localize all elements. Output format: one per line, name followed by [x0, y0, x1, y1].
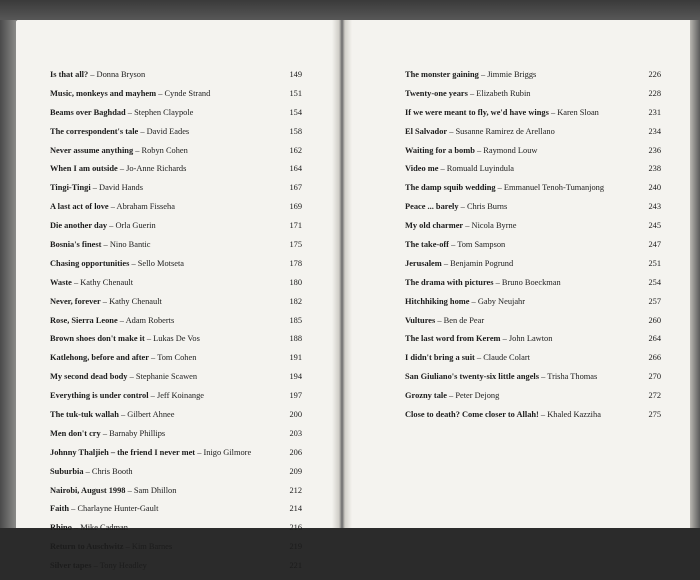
entry-title: When I am outside — [50, 164, 118, 174]
entry-page-number: 164 — [289, 164, 302, 174]
entry-text: The last word from Kerem – John Lawton — [405, 334, 553, 344]
contents-entry — [50, 334, 302, 353]
entry-author: Karen Sloan — [557, 107, 599, 117]
entry-text: Jerusalem – Benjamin Pogrund — [405, 258, 514, 268]
entry-text: The correspondent's tale – David Eades — [50, 126, 190, 136]
entry-text: Beams over Baghdad – Stephen Claypole — [50, 107, 194, 117]
entry-author: Khaled Kazziha — [547, 410, 601, 420]
entry-text: Video me – Romuald Luyindula — [405, 164, 515, 174]
entry-author: Jeff Koinange — [156, 391, 205, 401]
entry-title: Die another day — [50, 221, 108, 231]
entry-text: My old charmer – Nicola Byrne — [405, 221, 517, 231]
entry-page-number: 158 — [289, 126, 302, 136]
contents-entry — [405, 410, 661, 429]
entry-author: Jo-Anne Richards — [126, 164, 187, 174]
entry-title: If we were meant to fly, we'd have wings — [405, 107, 549, 117]
entry-page-number: 266 — [648, 353, 661, 363]
contents-entry — [405, 127, 661, 146]
entry-title: The damp squib wedding — [405, 183, 496, 193]
entry-author: Charlayne Hunter-Gault — [77, 504, 159, 514]
book-gutter — [332, 20, 352, 528]
entry-title: Chasing opportunities — [50, 258, 130, 268]
entry-title: I didn't bring a suit — [405, 353, 475, 363]
contents-entry — [50, 391, 302, 410]
contents-entry — [405, 240, 661, 259]
entry-text: Johnny Thaljieh – the friend I never met – Inigo Gilmore — [50, 447, 252, 457]
entry-author: Susanne Ramirez de Arellano — [455, 126, 555, 136]
entry-text: Silver tapes – Tony Headley — [50, 561, 147, 571]
contents-entry — [50, 372, 302, 391]
left-page-edge — [0, 20, 16, 528]
entry-text: Katlehong, before and after – Tom Cohen — [50, 353, 197, 363]
entry-author: Robyn Cohen — [141, 145, 188, 155]
entry-title: Brown shoes don't make it — [50, 334, 145, 344]
entry-title: The last word from Kerem — [405, 334, 501, 344]
contents-entry — [50, 70, 302, 89]
entry-page-number: 247 — [648, 240, 661, 250]
entry-page-number: 275 — [648, 410, 661, 420]
entry-text: The tuk-tuk wallah – Gilbert Ahnee — [50, 410, 175, 420]
entry-title: Never assume anything — [50, 145, 134, 155]
entry-title: Twenty-one years — [405, 88, 468, 98]
entry-page-number: 188 — [289, 334, 302, 344]
entry-title: Tingi-Tingi — [50, 183, 91, 193]
entry-page-number: 209 — [289, 466, 302, 476]
entry-text: The monster gaining – Jimmie Briggs — [405, 70, 537, 79]
entry-author: Lukas De Vos — [153, 334, 200, 344]
entry-page-number: 162 — [289, 145, 302, 155]
contents-entry — [50, 240, 302, 259]
entry-page-number: 219 — [289, 542, 302, 552]
entry-author: Tony Headley — [99, 561, 147, 571]
entry-page-number: 149 — [289, 70, 302, 79]
entry-text: San Giuliano's twenty-six little angels – Trisha Thomas — [405, 372, 598, 382]
entry-page-number: 270 — [648, 372, 661, 382]
entry-text: Suburbia – Chris Booth — [50, 466, 133, 476]
entry-text: Music, monkeys and mayhem – Cynde Strand — [50, 88, 211, 98]
contents-entry — [50, 467, 302, 486]
entry-text: Hitchhiking home – Gaby Neujahr — [405, 296, 526, 306]
entry-text: Return to Auschwitz – Kim Barnes — [50, 542, 173, 552]
entry-text: Twenty-one years – Elizabeth Rubin — [405, 88, 531, 98]
entry-title: Silver tapes — [50, 561, 92, 571]
entry-page-number: 245 — [648, 221, 661, 231]
entry-text: Waiting for a bomb – Raymond Louw — [405, 145, 538, 155]
entry-title: Johnny Thaljieh – the friend I never met — [50, 447, 196, 457]
entry-page-number: 231 — [648, 107, 661, 117]
contents-entry — [405, 108, 661, 127]
entry-page-number: 182 — [289, 296, 302, 306]
entry-title: The correspondent's tale — [50, 126, 139, 136]
contents-entry — [405, 278, 661, 297]
entry-text: El Salvador – Susanne Ramirez de Arellano — [405, 126, 555, 136]
entry-page-number: 212 — [289, 485, 302, 495]
contents-entry — [405, 316, 661, 335]
entry-title: Return to Auschwitz — [50, 542, 124, 552]
right-page-edge — [690, 20, 700, 528]
entry-author: Emmanuel Tenoh-Tumanjong — [503, 183, 605, 193]
entry-text: Bosnia's finest – Nino Bantic — [50, 240, 151, 250]
entry-text: The take-off – Tom Sampson — [405, 240, 506, 250]
entry-text: Vultures – Ben de Pear — [405, 315, 485, 325]
entry-text: Rose, Sierra Leone – Adam Roberts — [50, 315, 175, 325]
entry-title: Suburbia — [50, 466, 84, 476]
entry-text: Nairobi, August 1998 – Sam Dhillon — [50, 485, 177, 495]
entry-title: The drama with pictures — [405, 277, 494, 287]
contents-entry — [405, 146, 661, 165]
entry-text: My second dead body – Stephanie Scawen — [50, 372, 198, 382]
left-contents-list — [50, 70, 302, 580]
entry-author: Mike Cadman — [80, 523, 128, 533]
contents-entry — [50, 164, 302, 183]
entry-title: Jerusalem — [405, 258, 442, 268]
entry-title: Hitchhiking home — [405, 296, 470, 306]
entry-title: Close to death? Come closer to Allah! — [405, 410, 539, 420]
entry-page-number: 175 — [289, 240, 302, 250]
contents-entry — [50, 316, 302, 335]
entry-title: The take-off — [405, 240, 449, 250]
entry-title: Katlehong, before and after — [50, 353, 149, 363]
contents-entry — [50, 429, 302, 448]
contents-entry — [405, 391, 661, 410]
entry-page-number: 191 — [289, 353, 302, 363]
contents-entry — [405, 221, 661, 240]
entry-page-number: 169 — [289, 202, 302, 212]
entry-page-number: 151 — [289, 88, 302, 98]
entry-author: Jimmie Briggs — [487, 70, 537, 79]
entry-author: Nino Bantic — [109, 240, 151, 250]
entry-author: Sam Dhillon — [133, 485, 177, 495]
contents-entry — [50, 89, 302, 108]
entry-author: John Lawton — [508, 334, 553, 344]
entry-title: Beams over Baghdad — [50, 107, 126, 117]
entry-author: Romuald Luyindula — [446, 164, 515, 174]
contents-entry — [50, 259, 302, 278]
entry-author: Stephanie Scawen — [135, 372, 198, 382]
contents-entry — [50, 486, 302, 505]
entry-page-number: 206 — [289, 447, 302, 457]
contents-entry — [405, 372, 661, 391]
contents-entry — [405, 89, 661, 108]
entry-text: Never, forever – Kathy Chenault — [50, 296, 162, 306]
right-contents-list — [405, 70, 661, 429]
entry-title: Nairobi, August 1998 — [50, 485, 126, 495]
entry-title: The tuk-tuk wallah — [50, 410, 119, 420]
entry-page-number: 234 — [648, 126, 661, 136]
entry-title: Is that all? — [50, 70, 89, 79]
entry-page-number: 154 — [289, 107, 302, 117]
entry-author: David Eades — [146, 126, 190, 136]
contents-entry — [50, 353, 302, 372]
entry-title: Peace ... barely — [405, 202, 459, 212]
entry-text: Brown shoes don't make it – Lukas De Vos — [50, 334, 200, 344]
entry-page-number: 251 — [648, 258, 661, 268]
entry-page-number: 236 — [648, 145, 661, 155]
entry-author: Peter Dejong — [455, 391, 500, 401]
entry-author: Barnaby Phillips — [109, 428, 166, 438]
entry-author: Orla Guerin — [115, 221, 156, 231]
entry-text: Close to death? Come closer to Allah! – Khaled Kazziha — [405, 410, 601, 420]
entry-title: Vultures — [405, 315, 436, 325]
entry-text: Die another day – Orla Guerin — [50, 221, 156, 231]
entry-title: Men don't cry — [50, 428, 101, 438]
contents-entry — [405, 259, 661, 278]
entry-author: David Hands — [99, 183, 143, 193]
entry-page-number: 221 — [289, 561, 302, 571]
entry-title: Video me — [405, 164, 439, 174]
entry-author: Gilbert Ahnee — [127, 410, 175, 420]
entry-title: San Giuliano's twenty-six little angels — [405, 372, 540, 382]
entry-page-number: 200 — [289, 410, 302, 420]
entry-author: Trisha Thomas — [547, 372, 598, 382]
entry-title: Waste — [50, 277, 72, 287]
entry-text: Grozny tale – Peter Dejong — [405, 391, 500, 401]
entry-author: Chris Booth — [91, 466, 133, 476]
entry-text: If we were meant to fly, we'd have wings – Karen Sloan — [405, 107, 599, 117]
entry-author: Ben de Pear — [443, 315, 485, 325]
entry-author: Stephen Claypole — [134, 107, 194, 117]
contents-entry — [50, 202, 302, 221]
entry-text: The drama with pictures – Bruno Boeckman — [405, 277, 561, 287]
entry-title: El Salvador — [405, 126, 448, 136]
entry-title: A last act of love — [50, 202, 109, 212]
entry-title: Grozny tale — [405, 391, 447, 401]
contents-entry — [50, 542, 302, 561]
entry-title: My second dead body — [50, 372, 128, 382]
entry-author: Kathy Chenault — [109, 296, 162, 306]
entry-page-number: 226 — [648, 70, 661, 79]
entry-page-number: 216 — [289, 523, 302, 533]
entry-author: Nicola Byrne — [471, 221, 517, 231]
entry-author: Abraham Fisseha — [116, 202, 175, 212]
entry-page-number: 180 — [289, 277, 302, 287]
contents-entry — [405, 353, 661, 372]
entry-text: Men don't cry – Barnaby Phillips — [50, 428, 166, 438]
entry-title: Bosnia's finest — [50, 240, 102, 250]
entry-page-number: 240 — [648, 183, 661, 193]
entry-author: Tom Sampson — [457, 240, 506, 250]
entry-text: Everything is under control – Jeff Koinange — [50, 391, 205, 401]
entry-page-number: 264 — [648, 334, 661, 344]
entry-text: Rhino – Mike Cadman — [50, 523, 128, 533]
contents-entry — [50, 183, 302, 202]
entry-author: Gaby Neujahr — [477, 296, 526, 306]
entry-page-number: 194 — [289, 372, 302, 382]
contents-entry — [405, 183, 661, 202]
entry-title: Everything is under control — [50, 391, 149, 401]
contents-entry — [50, 108, 302, 127]
entry-title: Music, monkeys and mayhem — [50, 88, 157, 98]
contents-entry — [50, 297, 302, 316]
contents-entry — [405, 70, 661, 89]
entry-page-number: 197 — [289, 391, 302, 401]
entry-author: Chris Burns — [466, 202, 508, 212]
entry-title: Faith — [50, 504, 70, 514]
scan-top-edge — [0, 0, 700, 22]
entry-text: Never assume anything – Robyn Cohen — [50, 145, 188, 155]
contents-entry — [50, 448, 302, 467]
entry-author: Elizabeth Rubin — [476, 88, 531, 98]
entry-page-number: 238 — [648, 164, 661, 174]
entry-author: Adam Roberts — [125, 315, 175, 325]
entry-title: Waiting for a bomb — [405, 145, 475, 155]
entry-page-number: 260 — [648, 315, 661, 325]
entry-page-number: 254 — [648, 277, 661, 287]
entry-author: Benjamin Pogrund — [450, 258, 514, 268]
contents-entry — [405, 334, 661, 353]
entry-page-number: 178 — [289, 258, 302, 268]
entry-author: Claude Colart — [483, 353, 530, 363]
contents-entry — [405, 202, 661, 221]
entry-page-number: 171 — [289, 221, 302, 231]
entry-author: Donna Bryson — [96, 70, 146, 79]
entry-text: When I am outside – Jo-Anne Richards — [50, 164, 187, 174]
entry-text: I didn't bring a suit – Claude Colart — [405, 353, 530, 363]
entry-text: Is that all? – Donna Bryson — [50, 70, 146, 79]
contents-entry — [50, 146, 302, 165]
entry-text: Chasing opportunities – Sello Motseta — [50, 258, 185, 268]
contents-entry — [50, 127, 302, 146]
entry-author: Tom Cohen — [157, 353, 197, 363]
contents-entry — [50, 410, 302, 429]
contents-entry — [50, 561, 302, 580]
entry-title: My old charmer — [405, 221, 464, 231]
contents-entry — [50, 504, 302, 523]
entry-text: Tingi-Tingi – David Hands — [50, 183, 143, 193]
entry-text: Faith – Charlayne Hunter-Gault — [50, 504, 159, 514]
contents-entry — [405, 164, 661, 183]
contents-entry — [50, 221, 302, 240]
entry-author: Bruno Boeckman — [501, 277, 561, 287]
entry-page-number: 167 — [289, 183, 302, 193]
entry-page-number: 185 — [289, 315, 302, 325]
entry-author: Raymond Louw — [483, 145, 538, 155]
entry-author: Cynde Strand — [164, 88, 211, 98]
entry-text: Waste – Kathy Chenault — [50, 277, 134, 287]
contents-entry — [405, 297, 661, 316]
entry-author: Kim Barnes — [131, 542, 173, 552]
entry-text: Peace ... barely – Chris Burns — [405, 202, 508, 212]
entry-title: Rhino — [50, 523, 72, 533]
entry-page-number: 214 — [289, 504, 302, 514]
entry-text: A last act of love – Abraham Fisseha — [50, 202, 175, 212]
entry-title: Never, forever — [50, 296, 101, 306]
entry-page-number: 243 — [648, 202, 661, 212]
entry-page-number: 257 — [648, 296, 661, 306]
entry-page-number: 272 — [648, 391, 661, 401]
entry-page-number: 228 — [648, 88, 661, 98]
entry-text: The damp squib wedding – Emmanuel Tenoh-Tumanjong — [405, 183, 605, 193]
entry-author: Kathy Chenault — [80, 277, 134, 287]
entry-author: Inigo Gilmore — [203, 447, 252, 457]
entry-title: Rose, Sierra Leone — [50, 315, 118, 325]
entry-author: Sello Motseta — [137, 258, 185, 268]
contents-entry — [50, 523, 302, 542]
contents-entry — [50, 278, 302, 297]
entry-page-number: 203 — [289, 428, 302, 438]
entry-title: The monster gaining — [405, 70, 479, 79]
